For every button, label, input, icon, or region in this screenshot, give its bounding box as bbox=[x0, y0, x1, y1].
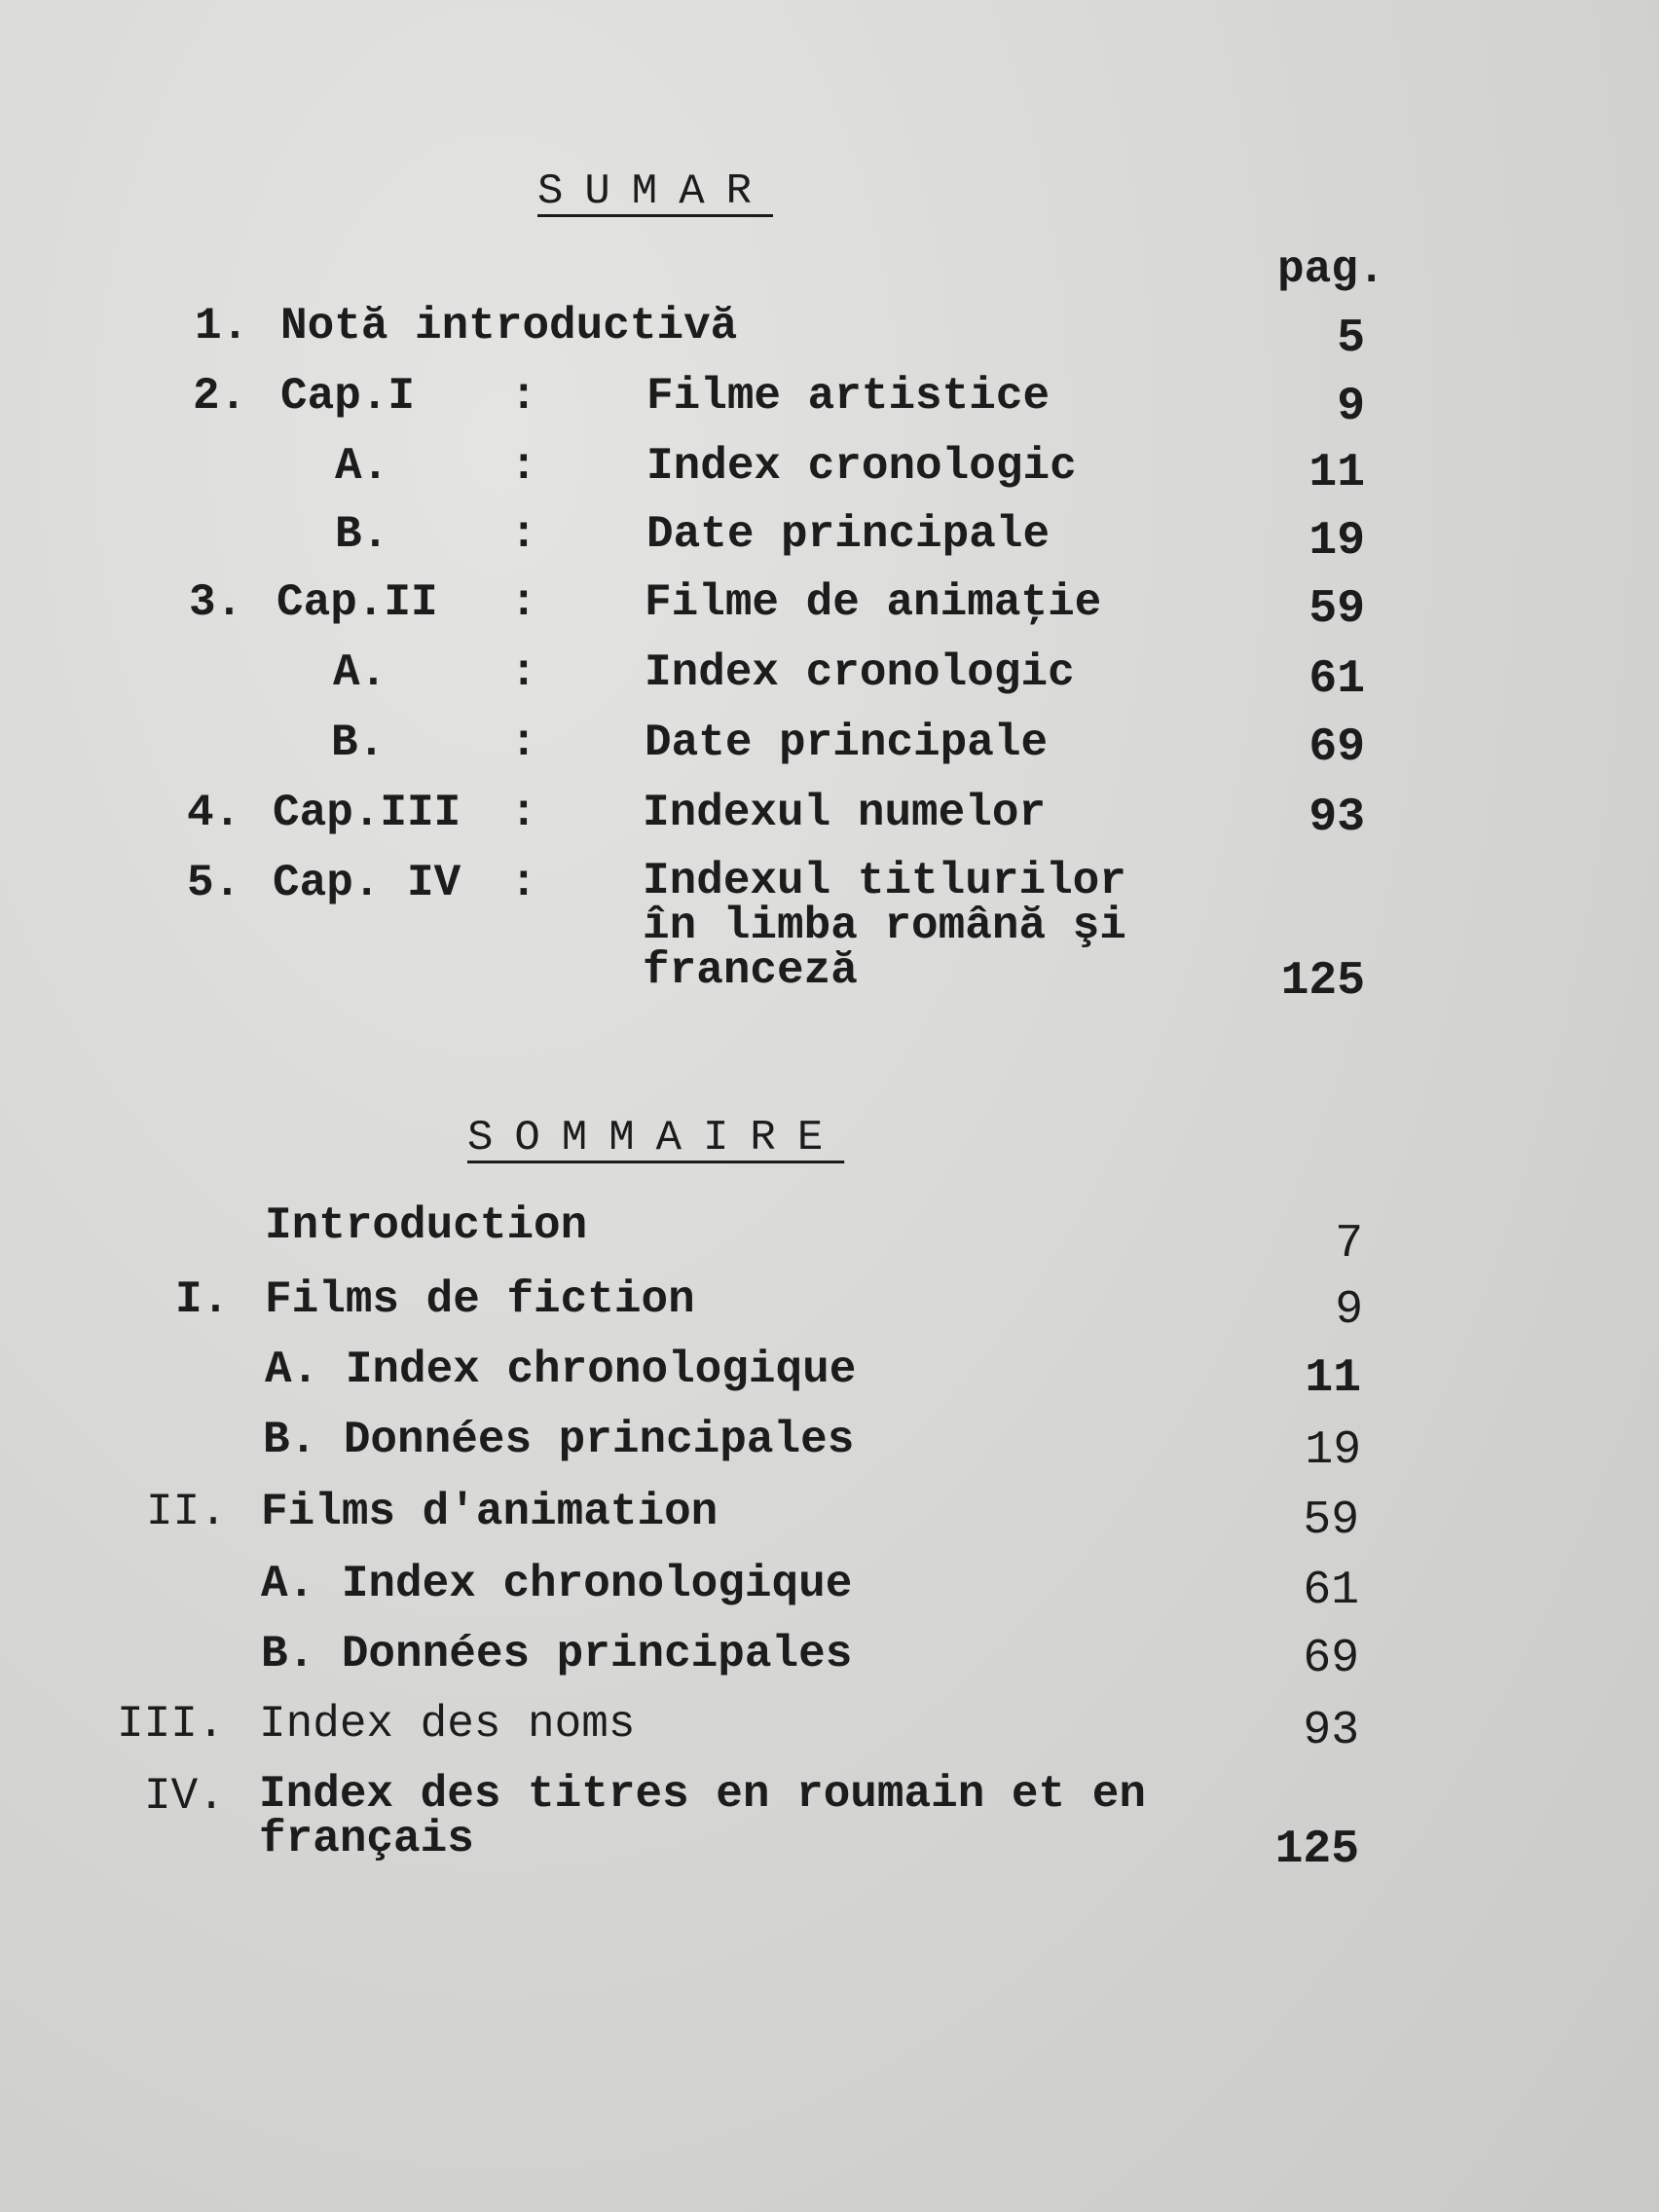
entry-title: A. Index chronologique bbox=[261, 1559, 853, 1609]
entry-page: 9 bbox=[1337, 381, 1365, 433]
entry-page: 69 bbox=[1303, 1633, 1359, 1685]
entry-label: B. bbox=[331, 718, 386, 768]
entry-number: 2. bbox=[193, 371, 247, 422]
entry-title: Date principale bbox=[646, 509, 1051, 560]
entry-label: Cap. IV bbox=[273, 858, 461, 908]
entry-title: B. Données principales bbox=[261, 1629, 853, 1679]
entry-label: A. bbox=[335, 441, 389, 492]
entry-separator: : bbox=[510, 647, 537, 698]
sumar-heading: SUMAR bbox=[537, 167, 774, 216]
entry-title: B. Données principales bbox=[263, 1415, 855, 1465]
entry-page: 93 bbox=[1303, 1705, 1359, 1757]
entry-separator: : bbox=[510, 509, 537, 560]
entry-number: III. bbox=[117, 1699, 225, 1750]
entry-number: I. bbox=[175, 1274, 230, 1325]
entry-number: 3. bbox=[189, 577, 243, 628]
entry-number: 4. bbox=[187, 788, 241, 838]
entry-page: 59 bbox=[1303, 1494, 1359, 1547]
entry-page: 19 bbox=[1309, 515, 1365, 568]
entry-title: Date principale bbox=[645, 718, 1049, 768]
entry-page: 125 bbox=[1280, 955, 1365, 1008]
entry-label: A. bbox=[333, 647, 387, 698]
entry-title: Index des titres en roumain et en français bbox=[259, 1769, 1146, 1864]
entry-separator: : bbox=[510, 718, 537, 768]
entry-separator: : bbox=[510, 788, 537, 838]
entry-page: 11 bbox=[1305, 1352, 1361, 1405]
entry-separator: : bbox=[510, 577, 537, 628]
entry-separator: : bbox=[510, 441, 537, 492]
entry-title: Filme artistice bbox=[646, 371, 1051, 422]
entry-title: Notă introductivă bbox=[280, 301, 738, 351]
entry-title: Filme de animaţie bbox=[645, 577, 1102, 628]
entry-page: 61 bbox=[1309, 653, 1365, 706]
entry-title: Films de fiction bbox=[265, 1274, 695, 1325]
entry-title: Index des noms bbox=[259, 1699, 636, 1750]
entry-page: 69 bbox=[1309, 721, 1365, 774]
entry-page: 11 bbox=[1309, 447, 1365, 499]
entry-title: A. Index chronologique bbox=[265, 1345, 857, 1395]
entry-page: 59 bbox=[1309, 583, 1365, 636]
entry-title: Introduction bbox=[265, 1200, 588, 1251]
entry-page: 19 bbox=[1305, 1424, 1361, 1477]
entry-title: Films d'animation bbox=[261, 1487, 719, 1537]
pag-label: pag. bbox=[1277, 244, 1385, 295]
entry-title: Indexul numelor bbox=[643, 788, 1047, 838]
entry-label: Cap.I bbox=[280, 371, 416, 422]
entry-separator: : bbox=[510, 858, 537, 908]
entry-page: 125 bbox=[1274, 1824, 1359, 1876]
sommaire-heading: SOMMAIRE bbox=[467, 1114, 845, 1162]
entry-title: Index cronologic bbox=[646, 441, 1077, 492]
entry-number: 5. bbox=[187, 858, 241, 908]
entry-number: IV. bbox=[144, 1771, 225, 1822]
entry-separator: : bbox=[510, 371, 537, 422]
entry-label: Cap.III bbox=[273, 788, 461, 838]
entry-page: 9 bbox=[1335, 1284, 1363, 1337]
entry-page: 5 bbox=[1337, 313, 1365, 365]
entry-label: Cap.II bbox=[276, 577, 438, 628]
entry-label: B. bbox=[335, 509, 389, 560]
entry-number: II. bbox=[146, 1487, 227, 1537]
entry-page: 93 bbox=[1309, 792, 1365, 844]
entry-title: Index cronologic bbox=[645, 647, 1075, 698]
entry-page: 61 bbox=[1303, 1565, 1359, 1617]
entry-title: Indexul titlurilor în limba română şi franceză bbox=[643, 856, 1126, 996]
entry-number: 1. bbox=[195, 301, 249, 351]
entry-page: 7 bbox=[1335, 1218, 1363, 1271]
